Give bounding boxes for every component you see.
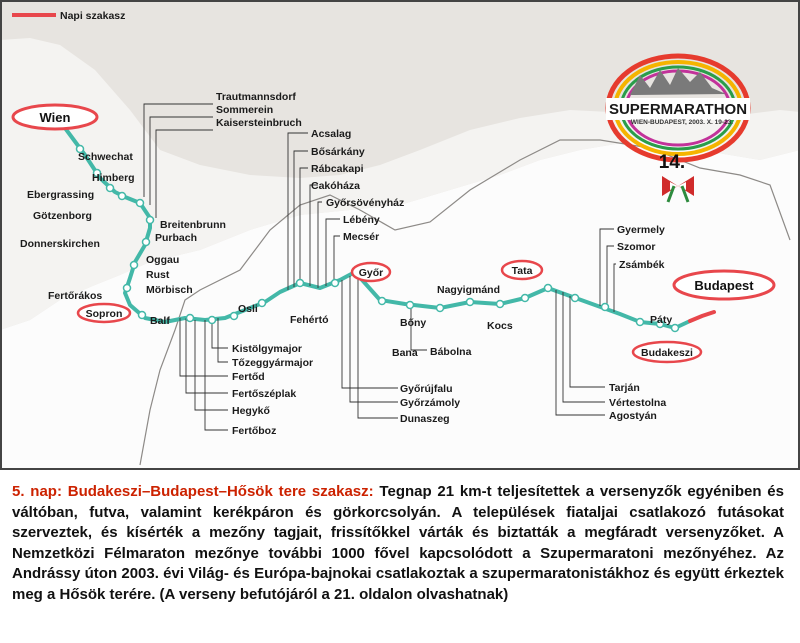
place-schwechat: Schwechat [78, 151, 133, 163]
logo-number: 14. [658, 152, 686, 173]
place-kaisersteinbruch: Kaisersteinbruch [216, 117, 302, 129]
city-wien [13, 105, 97, 129]
place-kistolgymajor: Kistölgymajor [232, 343, 303, 355]
svg-text:Budapest: Budapest [694, 278, 754, 293]
place-vertestolna: Vértestolna [609, 397, 667, 409]
place-purbach: Purbach [155, 232, 198, 244]
city-gyor [352, 263, 390, 281]
place-balf: Balf [150, 315, 170, 327]
place-sommerein: Sommerein [216, 104, 274, 116]
svg-text:Wien: Wien [39, 110, 71, 125]
place-lebeny: Lébény [343, 214, 380, 226]
place-mecser: Mecsér [343, 231, 380, 243]
place-feherto: Fehértó [290, 314, 329, 326]
place-agostyan: Agostyán [609, 410, 657, 422]
place-tozeggyarmajor: Tőzeggyármajor [232, 357, 314, 369]
caption-text: Tegnap 21 km-t teljesítettek a versenyzők egyéniben és váltóban, futva, valamint kerékpáron és görkorcsolyán. A települések fiataljai csatlakozó futásokat szerveztek, és kísérték a mezőny tagjait, frissítőkkel várták és biztatták a megfáradt versenyzőket. A Nemzetközi Félmaraton mezőnye további 1000 fővel kapcsolódott a Szupermaratoni mezőnyéhez. Az Andrássy úton 2003. évi Világ- és Európa-bajnokai csatlakoztak a szupermaratonistákhoz és együtt érkeztek meg a Hősök terére. (A verseny befutójáról a 21. oldalon olvashatnak) [12, 483, 784, 603]
city-budakeszi [633, 342, 701, 362]
place-acsalag: Acsalag [311, 128, 352, 140]
legend-label: Napi szakasz [60, 10, 126, 22]
place-tarjan: Tarján [609, 382, 640, 394]
logo-title: SUPERMARATHON [608, 101, 748, 118]
logo-subtitle: WIEN-BUDAPEST, 2003. X. 19-23. [630, 119, 734, 126]
place-gyorsovenyhaz: Győrsövényház [326, 197, 405, 209]
place-oggau: Oggau [146, 254, 180, 266]
city-budapest [674, 271, 774, 299]
place-fertod: Fertőd [232, 371, 265, 383]
place-nagyigmand: Nagyigmánd [437, 284, 501, 296]
place-donnerskirchen: Donnerskirchen [20, 238, 100, 250]
city-tata [502, 261, 542, 279]
place-gyorujfalu: Győrújfalu [400, 383, 453, 395]
place-babolna: Bábolna [430, 346, 472, 358]
place-fertoboz: Fertőboz [232, 425, 277, 437]
place-szomor: Szomor [617, 241, 656, 253]
place-hegyko: Hegykő [232, 405, 270, 417]
place-gyermely: Gyermely [617, 224, 665, 236]
svg-text:Sopron: Sopron [85, 308, 123, 320]
city-sopron [78, 304, 130, 322]
place-gyorzamoly: Győrzámoly [400, 397, 461, 409]
svg-text:Tata: Tata [511, 265, 533, 277]
place-rust: Rust [146, 269, 170, 281]
place-bony: Bőny [400, 317, 427, 329]
svg-text:Győr: Győr [358, 267, 384, 279]
caption-heading: 5. nap: Budakeszi–Budapest–Hősök tere szakasz: [12, 483, 374, 500]
caption [12, 482, 784, 605]
place-bana: Bana [392, 347, 418, 359]
place-himberg: Himberg [92, 172, 135, 184]
place-morbisch: Mörbisch [146, 284, 193, 296]
place-dunaszeg: Dunaszeg [400, 413, 450, 425]
place-kocs: Kocs [487, 320, 513, 332]
place-fertoszeplak: Fertőszéplak [232, 388, 297, 400]
place-paty: Páty [650, 314, 673, 326]
place-rabcakapi: Rábcakapi [311, 163, 364, 175]
place-cakohaza: Cakóháza [311, 180, 361, 192]
place-bosarkany: Bősárkány [311, 146, 365, 158]
place-trautmannsdorf: Trautmannsdorf [216, 91, 296, 103]
place-ebergrassing: Ebergrassing [27, 189, 95, 201]
place-fertorakos: Fertőrákos [48, 290, 103, 302]
place-osli: Osli [238, 303, 258, 315]
place-zsambek: Zsámbék [619, 259, 665, 271]
place-breitenbrunn: Breitenbrunn [160, 219, 226, 231]
svg-text:Budakeszi: Budakeszi [641, 347, 693, 359]
place-gotzenborg: Götzenborg [33, 210, 92, 222]
